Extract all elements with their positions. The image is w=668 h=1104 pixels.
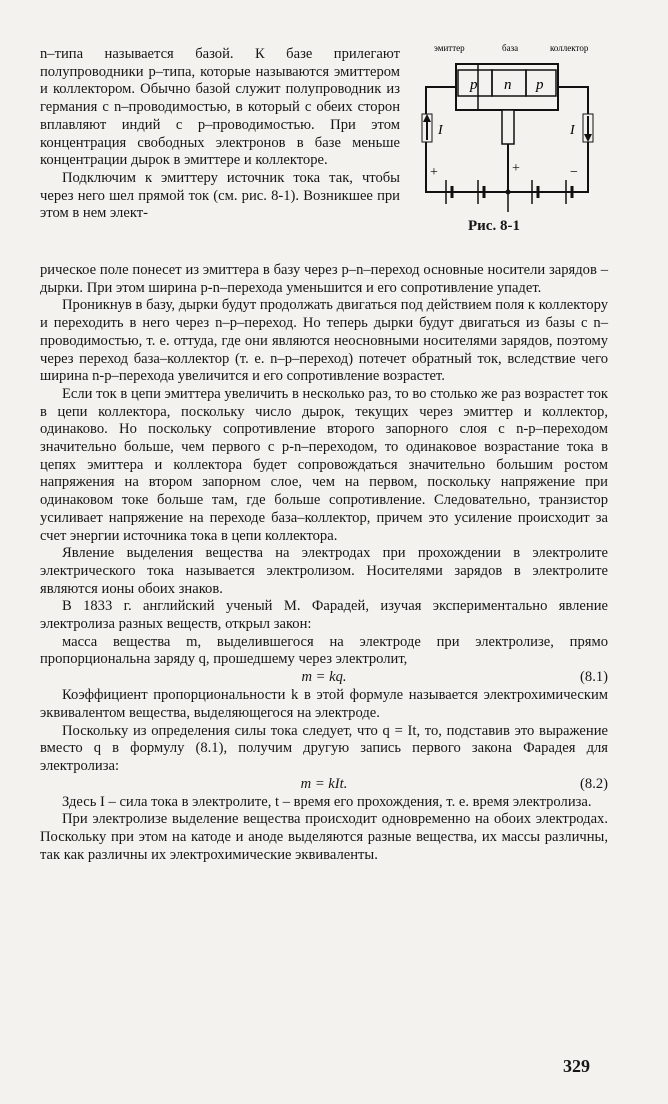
formula-8-1-number: (8.1) (580, 669, 608, 686)
region-collector-label: p (536, 77, 544, 93)
plus-left: + (430, 165, 438, 180)
paragraph-electrolysis-definition: Явление выделения вещества на электродах при прохождении в электролите электрического тока называется электролизом. Носителями зарядов в электролите являются ионы обоих знаков. (40, 545, 608, 597)
formula-8-2-expression: m = kIt. (300, 775, 348, 792)
paragraph-base-definition: n–типа называется базой. К базе прилегают полупроводники p–типа, которые называются эмиттером и коллектором. Обычно базой служит полупроводник из германия с n–проводимостью, в который с обеих сторон вплавляют индий с p–проводимостью. При этом концентрация свободных электронов в базе меньше концентрации дырок в эмиттере и коллекторе. (40, 46, 400, 169)
label-emitter: эмиттер (434, 43, 465, 53)
label-base: база (502, 43, 519, 53)
base-contact (502, 110, 514, 144)
paragraph-emitter-connection-end: рическое поле понесет из эмиттера в базу через p–n–переход основные носители зарядов – дырки. При этом ширина p-n–перехода уменьшится и его сопротивление упадет. (40, 262, 608, 296)
paragraph-holes-in-base: Проникнув в базу, дырки будут продолжать двигаться под действием поля к коллектору и переходить в него через n–p–переход. Но теперь дырки будут двигаться из базы с n–проводимостью, т. е. оттуда, где они являются неосновными носителями зарядов, поэтому через переход база–коллектор (т. е. n–p–переход) потечет обратный ток, вследствие чего ширина n-p–перехода увеличится и его сопротивление возрастет. (40, 297, 608, 385)
collector-current-label: I (570, 123, 575, 138)
opening-column (40, 46, 400, 223)
paragraph-faraday-law: масса вещества m, выделившегося на электроде при электролизе, прямо пропорциональна заряду q, прошедшему через электролит, (40, 633, 608, 668)
page-number: 329 (563, 1056, 590, 1076)
label-collector: коллектор (550, 43, 589, 53)
formula-8-1-expression: m = kq. (301, 669, 347, 686)
paragraph-electrochemical-equivalent: Коэффициент пропорциональности k в этой формуле называется электрохимическим эквивалентом вещества, выделяющегося на электроде. (40, 687, 608, 721)
paragraph-both-electrodes: При электролизе выделение вещества происходит одновременно на обоих электродах. Поскольку при этом на катоде и аноде выделяются разные вещества, их массы различны, так как различны их электрохимические эквиваленты. (40, 811, 608, 863)
region-emitter-label: p (470, 77, 478, 93)
plus-mid: + (512, 161, 520, 176)
figure-caption: Рис. 8-1 (468, 218, 520, 234)
main-text (40, 262, 608, 865)
formula-8-2-number: (8.2) (580, 775, 608, 792)
minus-right: − (570, 165, 578, 180)
paragraph-variables: Здесь I – сила тока в электролите, t – время его прохождения, т. е. время электролиза. (62, 793, 592, 810)
transistor-diagram (420, 40, 610, 240)
paragraph-faraday-intro: В 1833 г. английский ученый М. Фарадей, изучая экспериментально явление электролиза разных веществ, открыл закон: (40, 598, 608, 633)
formula-8-1 (40, 669, 608, 687)
region-base-label: n (504, 77, 512, 93)
paragraph-amplification: Если ток в цепи эмиттера увеличить в несколько раз, то во столько же раз возрастет ток в цепи коллектора, поскольку число дырок, текущих через эмиттер и коллектор, одинаково. Но поскольку сопротивление второго запорного слоя с n-p–переходом значительно больше, чем первого с p-n–переходом, то одинаковое возрастание тока в цепях эмиттера и коллектора будет сопровождаться значительно большим ростом напряжения на втором запорном слое, чем на первом, поскольку напряжение при одинаковом токе больше там, где больше сопротивление. Следовательно, транзистор усиливает напряжение на переходе база–коллектор, причем это усиление происходит за счет энергии источника тока в цепи коллектора. (40, 385, 608, 544)
paragraph-emitter-connection-start: Подключим к эмиттеру источник тока так, чтобы через него шел прямой ток (см. рис. 8-1). Возникшее при этом в нем элект- (40, 169, 400, 222)
emitter-current-label: I (438, 123, 443, 138)
formula-8-2 (40, 776, 608, 794)
paragraph-substitution: Поскольку из определения силы тока следует, что q = It, то, подставив это выражение вместо q в формулу (8.1), получим другую запись первого закона Фарадея для электролиза: (40, 722, 608, 774)
